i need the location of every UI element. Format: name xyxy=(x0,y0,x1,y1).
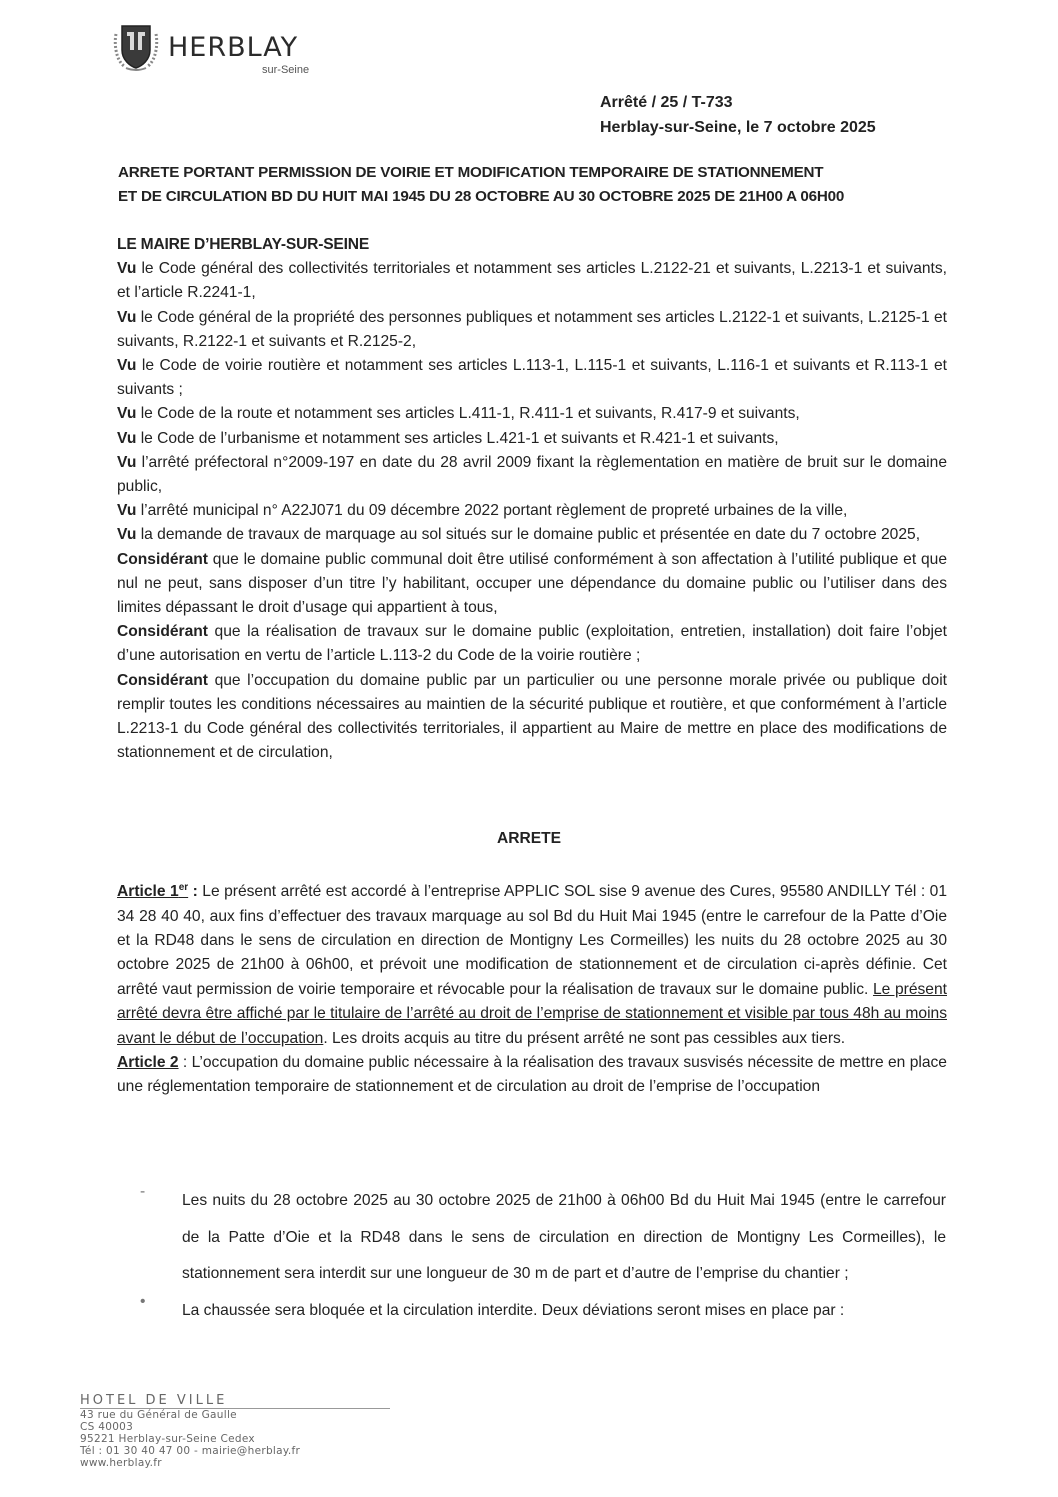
measure-item xyxy=(140,1183,946,1293)
footer-line: CS 40003 xyxy=(80,1421,134,1433)
visa-lead: Vu xyxy=(117,260,137,278)
visas-list xyxy=(117,257,947,765)
reference-block xyxy=(600,90,876,140)
footer-line: www.herblay.fr xyxy=(80,1457,162,1469)
footer-line: 43 rue du Général de Gaulle xyxy=(80,1409,237,1421)
measure-text: Les nuits du 28 octobre 2025 au 30 octobre 2025 de 21h00 à 06h00 Bd du Huit Mai 1945 (entre le carrefour de la Patte d’Oie et la RD48 dans le sens de circulation en direction de Montigny Les Cormeilles), le stationnement sera interdit sur une longueur de 30 m de part et d’autre de l’emprise du chantier ; xyxy=(182,1192,946,1282)
measure-item xyxy=(140,1293,946,1330)
brand-name: HERBLAY xyxy=(168,32,299,63)
articles xyxy=(117,876,947,1100)
measure-text: La chaussée sera bloquée et la circulation interdite. Deux déviations seront mises en place par : xyxy=(182,1301,845,1319)
visa-text: l’arrêté préfectoral n°2009-197 en date du 28 avril 2009 fixant la règlementation en matière de bruit sur le domaine public, xyxy=(117,453,947,496)
bullet-marker-icon: • xyxy=(140,1292,146,1310)
visa-text: le Code général de la propriété des personnes publiques et notamment ses articles L.2122-1 et suivants, L.2125-1 et suivants, R.2122-1 et suivants et R.2125-2, xyxy=(117,308,947,350)
article-1: Article 1er : Le présent arrêté est accordé à l’entreprise APPLIC SOL sise 9 avenue des Cures, 95580 ANDILLY Tél : 01 34 28 40 40, aux fins d’effectuer des travaux marquage au sol Bd du Huit Mai 1945 (entre le carrefour de la Patte d’Oie et la RD48 dans le sens de circulation en direction de Montigny Les Cormeilles) les nuits du 28 octobre 2025 au 30 octobre 2025 de 21h00 à 06h00, et prévoit une modification de stationnement et de circulation ci-après définie. Cet arrêté vaut permission de voirie temporaire et révocable pour la réalisation de travaux sur le domaine public. Le présent arrêté devra être affiché par le titulaire de l’arrêté au droit de l’emprise de stationnement et visible par tous 48h au moins avant le début de l’occupation. Les droits acquis au titre du présent arrêté ne sont pas cessibles aux tiers. xyxy=(117,882,948,1047)
visa-item xyxy=(117,427,947,451)
visa-item xyxy=(117,499,947,523)
title-line-2: ET DE CIRCULATION BD DU HUIT MAI 1945 DU 28 OCTOBRE AU 30 OCTOBRE 2025 DE 21H00 A 06H00 xyxy=(118,188,845,205)
article-1-label: Article 1er xyxy=(117,882,189,901)
visa-lead: Vu xyxy=(117,453,137,471)
footer-address xyxy=(80,1393,340,1469)
visa-lead: Considérant xyxy=(117,671,208,689)
visa-text: la demande de travaux de marquage au sol situés sur le domaine public et présentée en date du 7 octobre 2025, xyxy=(136,526,921,544)
visa-text: le Code de l’urbanisme et notamment ses articles L.421-1 et suivants et R.421-1 et suivants, xyxy=(136,429,779,447)
footer-lines xyxy=(80,1409,340,1469)
place-and-date: Herblay-sur-Seine, le 7 octobre 2025 xyxy=(600,119,876,136)
visa-text: le Code de la route et notamment ses articles L.411-1, R.411-1 et suivants, R.417-9 et suivants, xyxy=(136,405,800,423)
visa-item xyxy=(117,451,947,499)
visa-lead: Vu xyxy=(117,357,137,375)
bullet-marker-icon: - xyxy=(140,1183,146,1200)
coat-of-arms-icon xyxy=(112,20,160,72)
visa-item xyxy=(117,548,947,621)
visa-item xyxy=(117,620,947,668)
visa-lead: Vu xyxy=(117,502,137,520)
footer-title: HOTEL DE VILLE xyxy=(80,1393,390,1409)
brand-subtitle: sur-Seine xyxy=(262,64,310,76)
visa-lead: Vu xyxy=(117,429,137,447)
visa-text: que la réalisation de travaux sur le domaine public (exploitation, entretien, installation) doit faire l’objet d’une autorisation en vertu de l’article L.113-2 du Code de la voirie routière ; xyxy=(117,623,947,665)
title-line-1: ARRETE PORTANT PERMISSION DE VOIRIE ET MODIFICATION TEMPORAIRE DE STATIONNEMENT xyxy=(118,164,824,181)
visa-lead: Vu xyxy=(117,526,137,544)
article-2-text: L’occupation du domaine public nécessaire à la réalisation des travaux susvisés nécessite de mettre en place une réglementation temporaire de stationnement et de circulation au droit de l’emprise de l’occupation xyxy=(117,1054,947,1096)
visa-text: que l’occupation du domaine public par un particulier ou une personne morale privée ou publique doit remplir toutes les conditions nécessaires au maintien de la sécurité publique et routière, et que conformément à l’article L.2213-1 du Code général des collectivités territoriales, il appartient au Maire de mettre en place des modifications de stationnement et de circulation, xyxy=(117,671,947,762)
visa-item xyxy=(117,306,947,354)
article-1-tail: . Les droits acquis au titre du présent arrêté ne sont pas cessibles aux tiers. xyxy=(323,1029,846,1047)
visa-item xyxy=(117,523,947,547)
visa-item xyxy=(117,669,947,766)
visa-text: l’arrêté municipal n° A22J071 du 09 décembre 2022 portant règlement de propreté urbaines de la ville, xyxy=(136,502,848,520)
authority-heading: LE MAIRE D’HERBLAY-SUR-SEINE xyxy=(117,236,370,253)
visa-lead: Considérant xyxy=(117,623,208,641)
visa-lead: Vu xyxy=(117,405,137,423)
article-1-text: Le présent arrêté est accordé à l’entreprise APPLIC SOL sise 9 avenue des Cures, 95580 ANDILLY Tél : 01 34 28 40 40, aux fins d’effectuer des travaux marquage au sol Bd du Huit Mai 1945 (entre le carrefour de la Patte d’Oie et la RD48 dans le sens de circulation en direction de Montigny Les Cormeilles) les nuits du 28 octobre 2025 au 30 octobre 2025 de 21h00 à 06h00, et prévoit une modification de stationnement et de circulation ci-après définie. Cet arrêté vaut permission de voirie temporaire et révocable pour la réalisation de travaux sur le domaine public. xyxy=(117,883,948,998)
visa-lead: Vu xyxy=(117,308,137,326)
footer-line: Tél : 01 30 40 47 00 - mairie@herblay.fr xyxy=(80,1445,301,1457)
visa-item xyxy=(117,257,947,305)
article-2-measures xyxy=(140,1183,946,1329)
article-2-label: Article 2 xyxy=(117,1054,179,1072)
article-1-display-notice: Le présent arrêté devra être affiché par le titulaire de l’arrêté au droit de l’emprise de stationnement et visible par tous 48h au moins avant le début de l’occupation xyxy=(117,980,947,1047)
visa-text: le Code de voirie routière et notamment ses articles L.113-1, L.115-1 et suivants, L.116-1 et suivants et R.113-1 et suivants ; xyxy=(117,357,947,399)
herblay-logo xyxy=(112,20,342,80)
decision-heading: ARRETE xyxy=(496,830,562,847)
footer-line: 95221 Herblay-sur-Seine Cedex xyxy=(80,1433,255,1445)
visa-text: le Code général des collectivités territoriales et notamment ses articles L.2122-21 et suivants, L.2213-1 et suivants, et l’article R.2241-1, xyxy=(117,260,947,302)
article-2: Article 2 : L’occupation du domaine public nécessaire à la réalisation des travaux susvisés nécessite de mettre en place une réglementation temporaire de stationnement et de circulation au droit de l’emprise de l’occupation xyxy=(117,1054,947,1096)
preamble xyxy=(117,233,947,765)
visa-item xyxy=(117,354,947,402)
visa-item xyxy=(117,402,947,426)
decree-title xyxy=(118,161,948,209)
decree-number: Arrêté / 25 / T-733 xyxy=(600,94,733,111)
visa-lead: Considérant xyxy=(117,550,208,568)
visa-text: que le domaine public communal doit être utilisé conformément à son affectation à l’utilité publique et que nul ne peut, sans disposer d’un titre l’y habilitant, occuper une dépendance du domaine public ou l’utiliser dans des limites dépassant le droit d’usage qui appartient à tous, xyxy=(117,550,947,617)
